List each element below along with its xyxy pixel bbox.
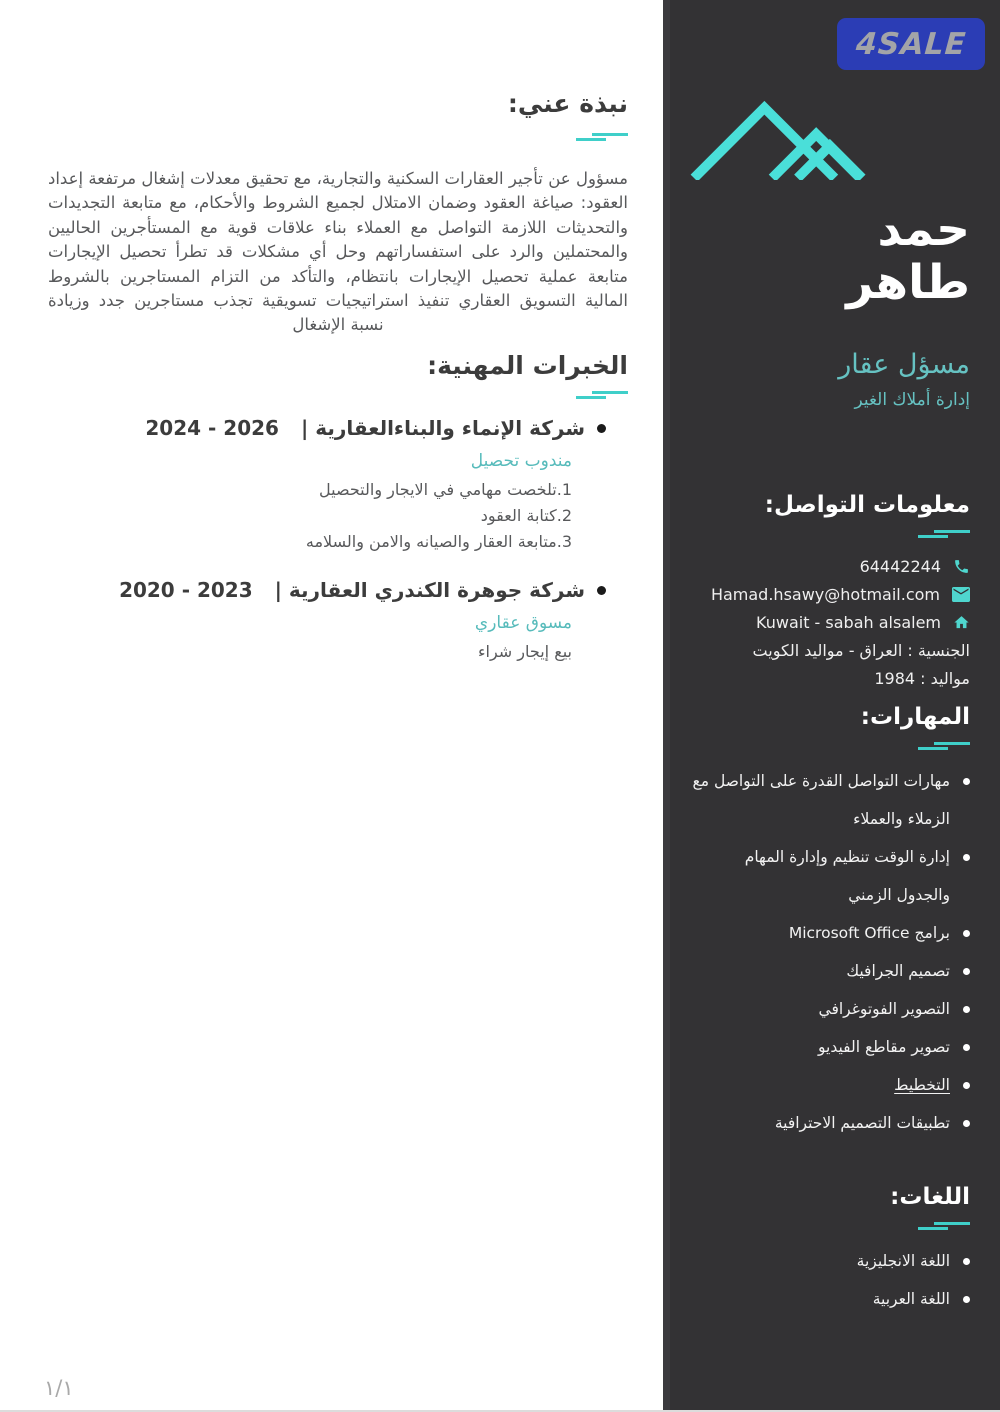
company-name: شركة الإنماء والبناءالعقارية | xyxy=(300,415,585,440)
entry-details xyxy=(48,477,572,555)
experience-entry xyxy=(48,577,628,665)
email-row xyxy=(688,580,970,608)
experience-section xyxy=(48,350,628,665)
skill-item xyxy=(688,914,970,952)
sidebar xyxy=(663,0,1000,1412)
bullet-icon xyxy=(597,424,606,433)
entry-title xyxy=(48,415,606,442)
location-value: Kuwait - sabah alsalem xyxy=(756,612,941,632)
skill-item xyxy=(688,838,970,914)
about-section xyxy=(48,88,628,338)
email-value: Hamad.hsawy@hotmail.com xyxy=(710,584,940,604)
about-heading: نبذة عني: xyxy=(507,89,628,118)
bullet-icon xyxy=(963,1006,970,1013)
job-subtitle: إدارة أملاك الغير xyxy=(854,390,970,411)
skill-item xyxy=(688,762,970,838)
bullet-icon xyxy=(963,854,970,861)
forsale-logo-text: 4SALE xyxy=(854,26,968,62)
skill-item xyxy=(688,1028,970,1066)
bullet-icon xyxy=(963,968,970,975)
last-name: طاهر xyxy=(846,254,970,310)
entry-dates: 2020 - 2023 xyxy=(119,577,253,602)
entry-dates: 2024 - 2026 xyxy=(145,415,279,440)
phone-icon xyxy=(953,558,970,575)
skill-item xyxy=(688,1066,970,1104)
language-label: اللغة الانجليزية xyxy=(856,1252,950,1271)
skill-label: التخطيط xyxy=(894,1076,950,1095)
skill-label: تطبيقات التصميم الاحترافية xyxy=(774,1114,950,1133)
experience-entry xyxy=(48,415,628,555)
skill-item xyxy=(688,990,970,1028)
languages-heading: اللغات: xyxy=(890,1184,970,1211)
heading-underline-icon xyxy=(48,391,628,401)
mountain-roofline-icon xyxy=(688,96,975,184)
location-row xyxy=(688,608,970,636)
languages-list xyxy=(688,1242,970,1318)
entry-details xyxy=(48,639,572,665)
bullet-icon xyxy=(963,1258,970,1265)
skill-item xyxy=(688,952,970,990)
skill-label: برامج Microsoft Office xyxy=(788,924,950,943)
nationality-value: الجنسية : العراق - مواليد الكويت xyxy=(752,640,970,660)
bullet-icon xyxy=(963,1120,970,1127)
home-icon xyxy=(953,614,970,631)
about-text: مسؤول عن تأجير العقارات السكنية والتجارية، مع تحقيق معدلات إشغال مرتفعة إعداد العقود: صياغة العقود وضمان الامتلال لجميع الشروط والأحكام، مع متابعة التجديدات والتحديثات اللازمة التواصل مع العملاء بناء علاقات قوية مع المستأجرين الحاليين والمحتملين والرد على استفساراتهم وحل أي مشكلات قد تطرأ تحصيل الإيجارات متابعة عملية تحصيل الإيجارات بانتظام، والتأكد من التزام المستاجرين بالشروط المالية التسويق العقاري تنفيذ استراتيجيات تسويقية تجذب مستاجرين جدد وزيادة نسبة الإشغال xyxy=(48,169,628,335)
first-name: حمد xyxy=(877,202,970,257)
person-name xyxy=(688,204,970,309)
skill-label: تصميم الجرافيك xyxy=(846,962,950,981)
phone-row xyxy=(688,552,970,580)
bullet-icon xyxy=(597,586,606,595)
entry-title xyxy=(48,577,606,604)
heading-underline-icon xyxy=(688,1222,970,1232)
experience-heading: الخبرات المهنية: xyxy=(427,350,628,380)
heading-underline-icon xyxy=(688,742,970,752)
language-label: اللغة العربية xyxy=(872,1290,950,1309)
skills-heading: المهارات: xyxy=(860,704,970,731)
skill-label: مهارات التواصل القدرة على التواصل مع الزملاء والعملاء xyxy=(692,772,950,829)
entry-detail-line: 3.متابعة العقار والصيانه والامن والسلامه xyxy=(305,531,572,551)
skills-list xyxy=(688,762,970,1142)
entry-sub xyxy=(48,612,572,665)
contact-list xyxy=(688,552,970,692)
company-name: شركة جوهرة الكندري العقارية | xyxy=(274,577,585,602)
heading-underline-icon xyxy=(48,133,628,143)
skill-label: تصوير مقاطع الفيديو xyxy=(818,1038,950,1057)
contact-heading: معلومات التواصل: xyxy=(764,492,970,519)
skill-label: إدارة الوقت تنظيم وإدارة المهام والجدول الزمني xyxy=(744,848,950,905)
entry-detail-line: 1.تلخصت مهامي في الايجار والتحصيل xyxy=(319,479,572,499)
envelope-icon xyxy=(952,587,970,602)
entry-detail-line: 2.كتابة العقود xyxy=(480,505,572,525)
job-title: مسؤل عقار xyxy=(838,349,970,381)
nationality-row xyxy=(688,636,970,664)
entry-role: مسوق عقاري xyxy=(474,612,572,633)
entry-sub xyxy=(48,450,572,555)
bullet-icon xyxy=(963,1044,970,1051)
bullet-icon xyxy=(963,778,970,785)
language-item xyxy=(688,1280,970,1318)
bullet-icon xyxy=(963,1082,970,1089)
page-number: ١/١ xyxy=(44,1376,74,1400)
bullet-icon xyxy=(963,1296,970,1303)
bullet-icon xyxy=(963,930,970,937)
heading-underline-icon xyxy=(688,530,970,540)
experience-list xyxy=(48,415,628,665)
skill-label: التصوير الفوتوغرافي xyxy=(818,1000,950,1019)
language-item xyxy=(688,1242,970,1280)
forsale-logo-badge xyxy=(837,18,985,70)
phone-value: 64442244 xyxy=(859,556,941,576)
entry-detail-line: بيع إيجار شراء xyxy=(478,641,572,661)
entry-role: مندوب تحصيل xyxy=(470,450,572,471)
skill-item xyxy=(688,1104,970,1142)
birth-value: مواليد : 1984 xyxy=(874,668,970,688)
birth-row xyxy=(688,664,970,692)
